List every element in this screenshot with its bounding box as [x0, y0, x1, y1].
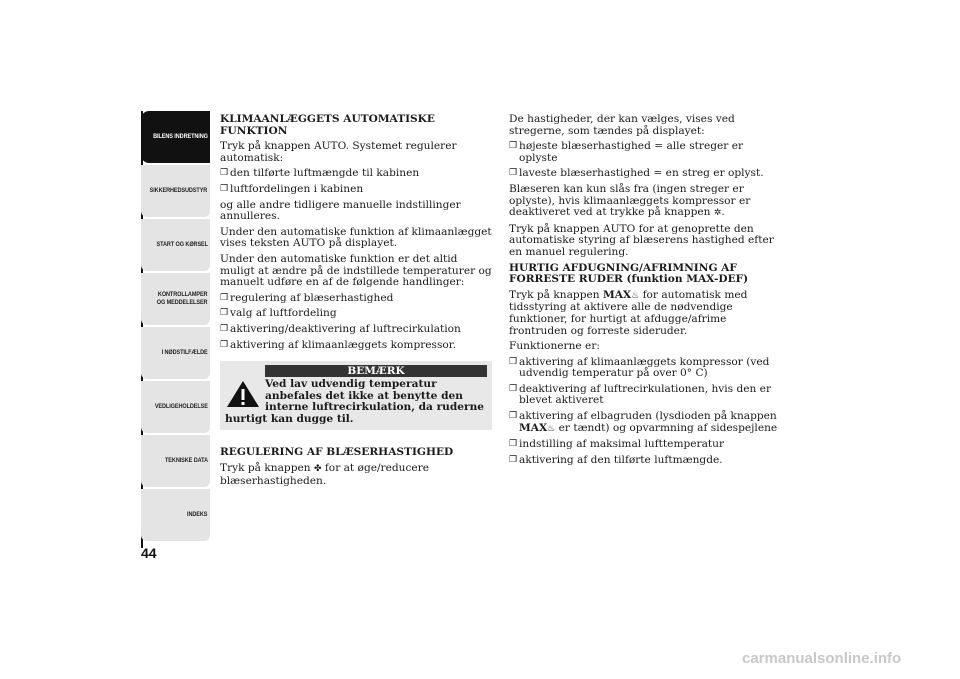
list-item-text: indstilling af maksimal lufttemperatur [519, 438, 725, 451]
checkbox-bullet-icon: ❒ [220, 183, 229, 194]
tab-label: VEDLIGEHOLDELSE [154, 403, 208, 410]
checkbox-bullet-icon: ❒ [220, 308, 229, 319]
list-item [509, 455, 784, 467]
tab-indeks[interactable] [141, 489, 210, 541]
section-heading: REGULERING AF BLÆSERHASTIGHED [220, 446, 454, 459]
paragraph: og alle andre tidligere manuelle indstillinger annulleres. [220, 198, 461, 223]
note-body [225, 379, 487, 425]
list-item [220, 293, 492, 305]
list-item [220, 184, 492, 196]
text-run: er tændt) og opvarmning af sidespejlene [558, 421, 778, 434]
list-item [509, 384, 784, 407]
checkbox-bullet-icon: ❒ [509, 439, 518, 450]
paragraph: Under den automatiske funktion er det altid muligt at ændre på de indstillede temperaturer og manuelt udføre en af de følgende handlinger: [220, 252, 492, 289]
sidebar [141, 111, 210, 543]
list-item [220, 308, 492, 320]
tab-sikkerhedsudstyr[interactable] [141, 165, 210, 217]
tab-label: I NØDSTILFÆLDE [161, 349, 208, 356]
paragraph [220, 463, 492, 487]
text-run: Tryk på knappen [509, 288, 600, 301]
list-item-text: højeste blæserhastighed = alle streger er oplyste [519, 140, 744, 164]
tab-tekniske-data[interactable] [141, 435, 210, 487]
paragraph: Tryk på knappen AUTO for at genoprette den automatiske styring af blæserens hastighed efter en manuel regulering. [509, 222, 774, 258]
note-line: interne luftrecirkulation, da ruderne hurtigt kan dugge til. [225, 401, 485, 425]
tab-label: SIKKERHEDSUDSTYR [149, 187, 208, 194]
list-item-text: valg af luftfordeling [230, 307, 337, 320]
list-item-text: den tilførte luftmængde til kabinen [230, 167, 420, 180]
list-item [220, 324, 492, 336]
tab-bilens-indretning[interactable] [141, 111, 210, 163]
list-item-text [519, 411, 784, 435]
note-title: BEMÆRK [265, 365, 487, 377]
text-run: . [721, 206, 725, 219]
max-label: MAX [602, 288, 632, 301]
checkbox-bullet-icon: ❒ [509, 454, 518, 465]
tab-kontrollamper[interactable] [141, 273, 210, 325]
checkbox-bullet-icon: ❒ [509, 411, 518, 422]
text-run: for at øge/reducere blæserhastigheden. [220, 462, 430, 487]
tab-i-nodstilfaelde[interactable] [141, 327, 210, 379]
list-item [220, 340, 492, 352]
fan-icon: ✤ [313, 464, 322, 475]
checkbox-bullet-icon: ❒ [220, 292, 229, 303]
max-label: MAX [519, 421, 548, 434]
text-run: aktivering af elbagruden (lysdioden på knappen [519, 410, 777, 423]
checkbox-bullet-icon: ❒ [220, 339, 229, 350]
list-item-text: luftfordelingen i kabinen [230, 182, 364, 195]
tab-label: INDEKS [187, 511, 208, 518]
paragraph: De hastigheder, der kan vælges, vises ved stregerne, som tændes på displayet: [509, 113, 735, 137]
text-run: Blæseren kan kun slås fra (ingen streger er oplyste), hvis klimaanlæggets kompressor er deaktiveret ved at trykke på knappen [509, 182, 751, 219]
list-item-text: aktivering af klimaanlæggets kompressor. [230, 338, 457, 351]
warning-triangle-icon [225, 379, 261, 409]
note-line: anbefales det ikke at benytte den [265, 389, 463, 402]
paragraph [509, 290, 784, 337]
checkbox-bullet-icon: ❒ [509, 141, 518, 152]
list-item [509, 357, 784, 380]
left-column [220, 114, 492, 491]
list-item [509, 411, 784, 435]
list-item-text: aktivering af klimaanlæggets kompressor (ved udvendig temperatur på over 0° C) [519, 355, 770, 380]
text-run: Tryk på knappen [220, 462, 311, 475]
list-item-text: aktivering/deaktivering af luftrecirkulation [230, 322, 461, 335]
tab-label: KONTROLLAMPER OG MEDDELELSER [156, 291, 208, 306]
list-item [220, 168, 492, 180]
list-item-text: deaktivering af luftrecirkulationen, hvis den er blevet aktiveret [519, 382, 772, 407]
list-item [509, 168, 784, 180]
list-item [509, 439, 784, 451]
list-item [509, 141, 784, 164]
text-run: for automatisk med tidsstyring at aktivere alle de nødvendige funktioner, for hurtigt at afdugge/afrime frontruden og forreste sideruder. [509, 288, 748, 337]
checkbox-bullet-icon: ❒ [220, 323, 229, 334]
list-item-text: laveste blæserhastighed = en streg er oplyst. [519, 167, 764, 180]
list-item-text: regulering af blæserhastighed [230, 291, 394, 304]
checkbox-bullet-icon: ❒ [509, 356, 518, 367]
section-heading: HURTIG AFDUGNING/AFRIMNING AF FORRESTE RUDER (funktion MAX-DEF) [509, 261, 749, 286]
defrost-icon: ♨ [547, 423, 556, 434]
checkbox-bullet-icon: ❒ [509, 168, 518, 179]
section-heading: KLIMAANLÆGGETS AUTOMATISKE FUNKTION [220, 113, 435, 137]
list-item-text: aktivering af den tilførte luftmængde. [519, 453, 723, 466]
paragraph: Funktionerne er: [509, 340, 600, 353]
tab-label: BILENS INDRETNING [152, 133, 208, 140]
defrost-icon: ♨ [631, 290, 640, 301]
paragraph: Tryk på knappen AUTO. Systemet regulerer automatisk: [220, 140, 457, 164]
snowflake-icon: ✲ [713, 208, 722, 219]
right-column [509, 114, 784, 470]
paragraph: Under den automatiske funktion af klimaanlægget vises teksten AUTO på displayet. [220, 225, 492, 250]
note-line: Ved lav udvendig temperatur [265, 378, 437, 391]
tab-label: START OG KØRSEL [156, 241, 208, 248]
tab-label: TEKNISKE DATA [164, 457, 208, 464]
checkbox-bullet-icon: ❒ [509, 383, 518, 394]
tab-vedligeholdelse[interactable] [141, 381, 210, 433]
tab-start-og-korsel[interactable] [141, 219, 210, 271]
checkbox-bullet-icon: ❒ [220, 168, 229, 179]
note-box [220, 361, 492, 430]
watermark-brand: carmanualsonline.info [742, 650, 902, 667]
paragraph [509, 184, 784, 220]
page-number: 44 [141, 545, 157, 561]
